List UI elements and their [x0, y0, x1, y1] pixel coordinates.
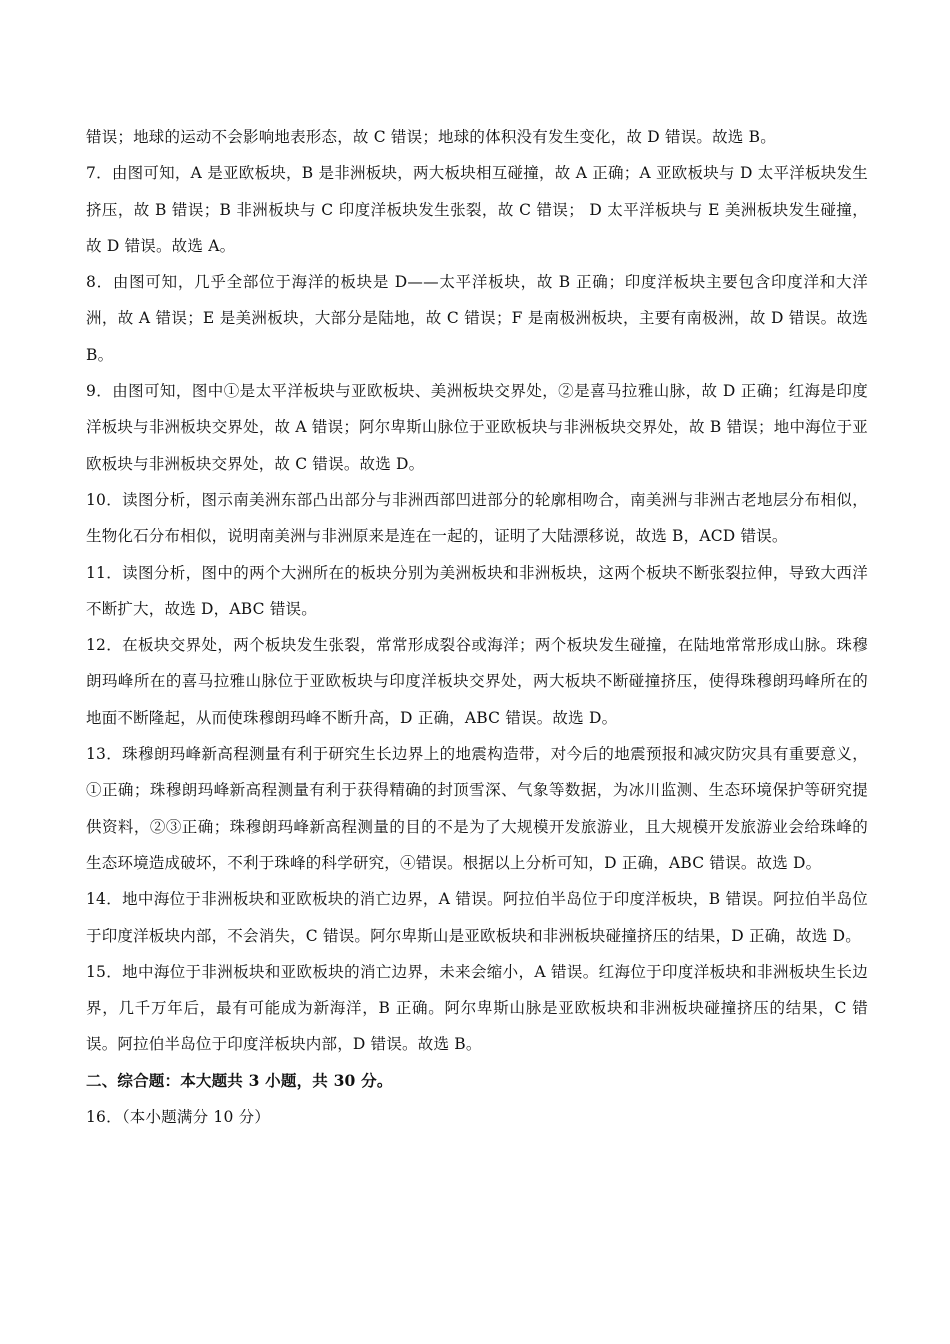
answer-15: 15．地中海位于非洲板块和亚欧板块的消亡边界，未来会缩小，A 错误。红海位于印度洋板块和非洲板块生长边界，几千万年后，最有可能成为新海洋，B 正确。阿尔卑斯山脉是亚欧板块和非洲板块碰撞挤压的结果，C 错误。阿拉伯半岛位于印度洋板块内部，D 错误。故选 B。 [86, 962, 868, 1054]
document-page [86, 119, 868, 1135]
answer-12: 12．在板块交界处，两个板块发生张裂，常常形成裂谷或海洋；两个板块发生碰撞，在陆地常常形成山脉。珠穆朗玛峰所在的喜马拉雅山脉位于亚欧板块与印度洋板块交界处，两大板块不断碰撞挤压，使得珠穆朗玛峰所在的地面不断隆起，从而使珠穆朗玛峰不断升高，D 正确，ABC 错误。故选 D。 [86, 636, 868, 727]
question-16-header: 16．（本小题满分 10 分） [86, 1108, 271, 1127]
answer-9: 9．由图可知，图中①是太平洋板块与亚欧板块、美洲板块交界处，②是喜马拉雅山脉，故 D 正确；红海是印度洋板块与非洲板块交界处，故 A 错误；阿尔卑斯山脉位于亚欧板块与非洲板块交界处，故 B 错误；地中海位于亚欧板块与非洲板块交界处，故 C 错误。故选 D。 [86, 382, 868, 473]
answer-8: 8．由图可知，几乎全部位于海洋的板块是 D——太平洋板块，故 B 正确；印度洋板块主要包含印度洋和大洋洲，故 A 错误；E 是美洲板块，大部分是陆地，故 C 错误；F 是南极洲板块，主要有南极洲，故 D 错误。故选 B。 [86, 273, 868, 364]
answer-7: 7．由图可知，A 是亚欧板块，B 是非洲板块，两大板块相互碰撞，故 A 正确；A 亚欧板块与 D 太平洋板块发生挤压，故 B 错误；B 非洲板块与 C 印度洋板块发生张裂，故 C 错误； D 太平洋板块与 E 美洲板块发生碰撞，故 D 错误。故选 A。 [86, 164, 868, 255]
answer-10: 10．读图分析，图示南美洲东部凸出部分与非洲西部凹进部分的轮廓相吻合，南美洲与非洲古老地层分布相似，生物化石分布相似，说明南美洲与非洲原来是连在一起的，证明了大陆漂移说，故选 B，ACD 错误。 [86, 490, 868, 546]
answer-6-continuation: 错误；地球的运动不会影响地表形态，故 C 错误；地球的体积没有发生变化，故 D 错误。故选 B。 [86, 128, 776, 146]
answer-13: 13．珠穆朗玛峰新高程测量有利于研究生长边界上的地震构造带，对今后的地震预报和减灾防灾具有重要意义，①正确；珠穆朗玛峰新高程测量有利于获得精确的封顶雪深、气象等数据，为冰川监测、生态环境保护等研究提供资料，②③正确；珠穆朗玛峰新高程测量的目的不是为了大规模开发旅游业，且大规模开发旅游业会给珠峰的生态环境造成破坏，不利于珠峰的科学研究，④错误。根据以上分析可知，D 正确，ABC 错误。故选 D。 [86, 745, 868, 872]
answer-14: 14．地中海位于非洲板块和亚欧板块的消亡边界，A 错误。阿拉伯半岛位于印度洋板块，B 错误。阿拉伯半岛位于印度洋板块内部，不会消失，C 错误。阿尔卑斯山是亚欧板块和非洲板块碰撞挤压的结果，D 正确，故选 D。 [86, 890, 868, 945]
section-heading: 二、综合题：本大题共 3 小题，共 30 分。 [86, 1070, 393, 1090]
answer-11: 11．读图分析，图中的两个大洲所在的板块分别为美洲板块和非洲板块，这两个板块不断张裂拉伸，导致大西洋不断扩大，故选 D，ABC 错误。 [86, 563, 868, 618]
